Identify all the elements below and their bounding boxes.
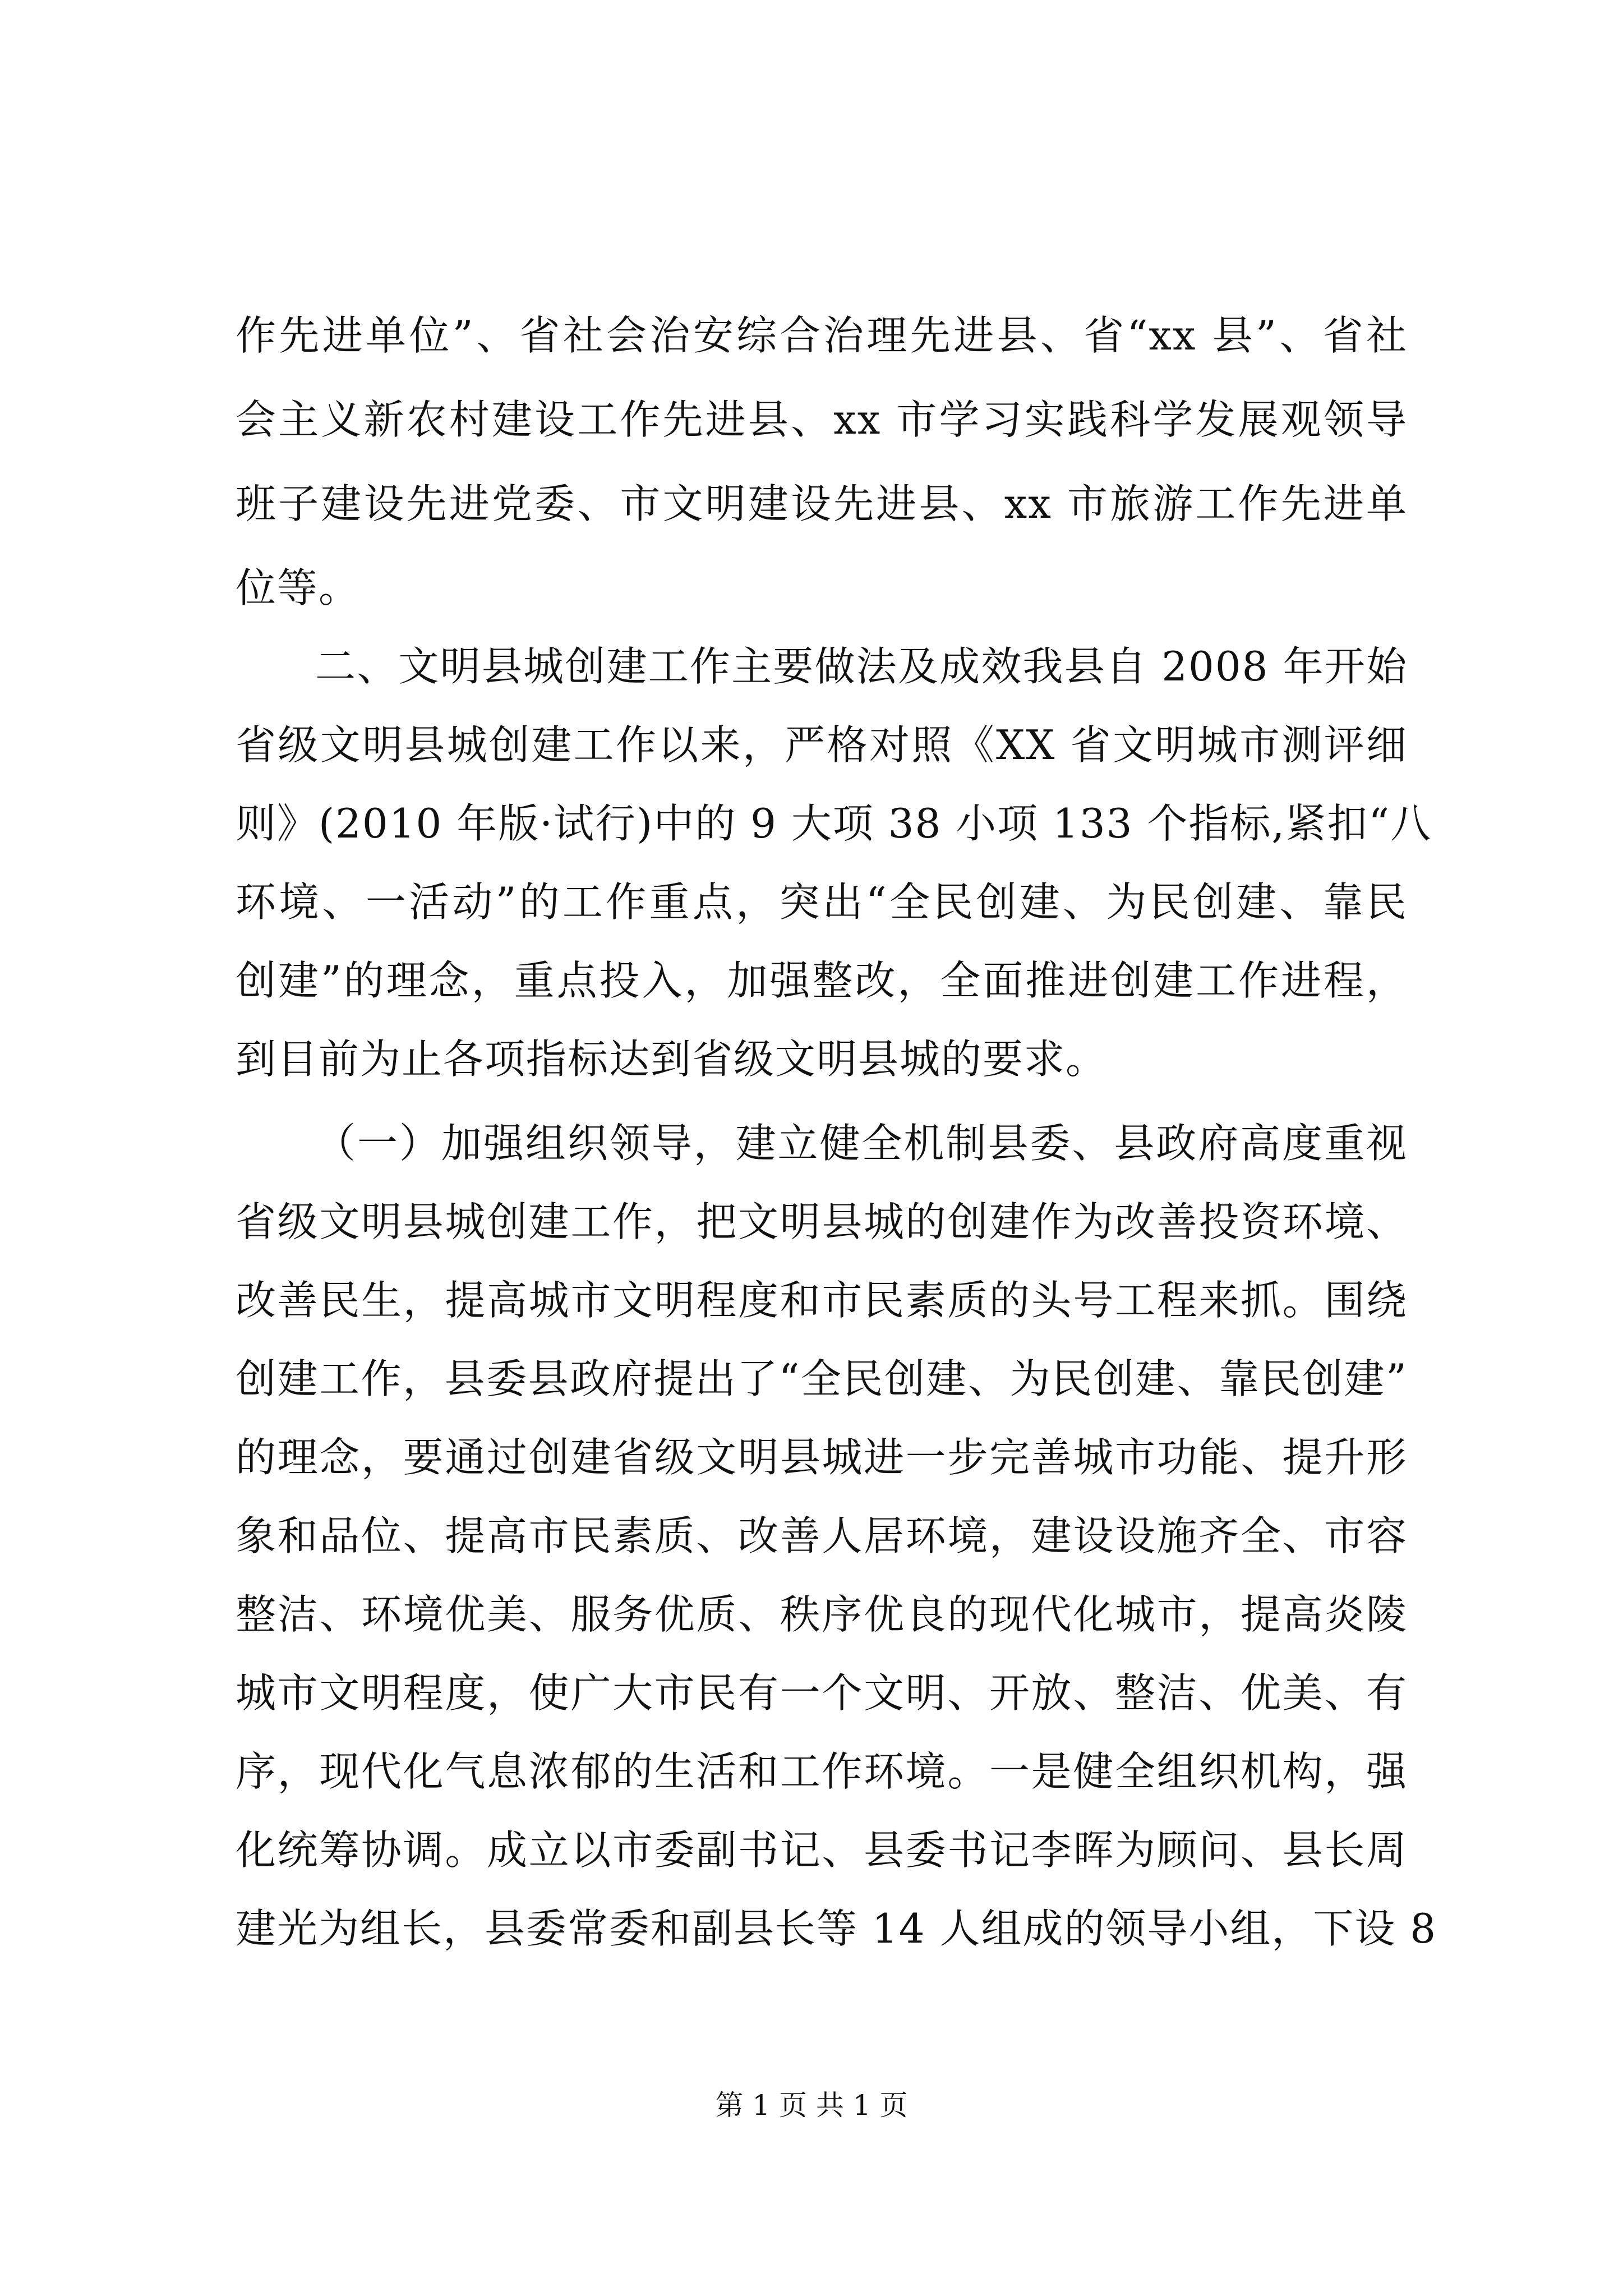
text-line: 省级文明县城创建工作，把文明县城的创建作为改善投资环境、 bbox=[236, 1198, 1408, 1245]
text-line: 整洁、环境优美、服务优质、秩序优良的现代化城市，提高炎陵 bbox=[236, 1591, 1408, 1638]
text-line: 化统筹协调。成立以市委副书记、县委书记李晖为顾问、县长周 bbox=[236, 1826, 1408, 1874]
text-line: 则》(2010 年版·试行)中的 9 大项 38 小项 133 个指标,紧扣“八 bbox=[236, 800, 1432, 847]
text-line: 的理念，要通过创建省级文明县城进一步完善城市功能、提升形 bbox=[236, 1434, 1408, 1481]
text-line: 城市文明程度，使广大市民有一个文明、开放、整洁、优美、有 bbox=[236, 1669, 1408, 1717]
text-line: 省级文明县城创建工作以来，严格对照《XX 省文明城市测评细 bbox=[236, 721, 1408, 769]
text-line: 位等。 bbox=[236, 564, 361, 611]
text-line: 序，现代化气息浓郁的生活和工作环境。一是健全组织机构，强 bbox=[236, 1748, 1408, 1795]
text-line: 改善民生，提高城市文明程度和市民素质的头号工程来抓。围绕 bbox=[236, 1277, 1408, 1324]
text-line: 作先进单位”、省社会治安综合治理先进县、省“xx 县”、省社 bbox=[236, 312, 1408, 359]
page-number-footer: 第 1 页 共 1 页 bbox=[715, 2089, 908, 2122]
text-line: 建光为组长，县委常委和副县长等 14 人组成的领导小组，下设 8 bbox=[236, 1905, 1437, 1952]
text-line: 创建工作，县委县政府提出了“全民创建、为民创建、靠民创建” bbox=[236, 1355, 1408, 1402]
text-line: 环境、一活动”的工作重点，突出“全民创建、为民创建、靠民 bbox=[236, 878, 1408, 926]
text-line: 会主义新农村建设工作先进县、xx 市学习实践科学发展观领导 bbox=[236, 396, 1408, 443]
text-line: 象和品位、提高市民素质、改善人居环境，建设设施齐全、市容 bbox=[236, 1512, 1408, 1559]
text-line: 二、文明县城创建工作主要做法及成效我县自 2008 年开始 bbox=[315, 643, 1408, 690]
text-line: （一）加强组织领导，建立健全机制县委、县政府高度重视 bbox=[315, 1120, 1408, 1167]
text-line: 创建”的理念，重点投入，加强整改，全面推进创建工作进程， bbox=[236, 957, 1408, 1004]
text-line: 班子建设先进党委、市文明建设先进县、xx 市旅游工作先进单 bbox=[236, 480, 1408, 527]
text-line: 到目前为止各项指标达到省级文明县城的要求。 bbox=[236, 1036, 1108, 1083]
